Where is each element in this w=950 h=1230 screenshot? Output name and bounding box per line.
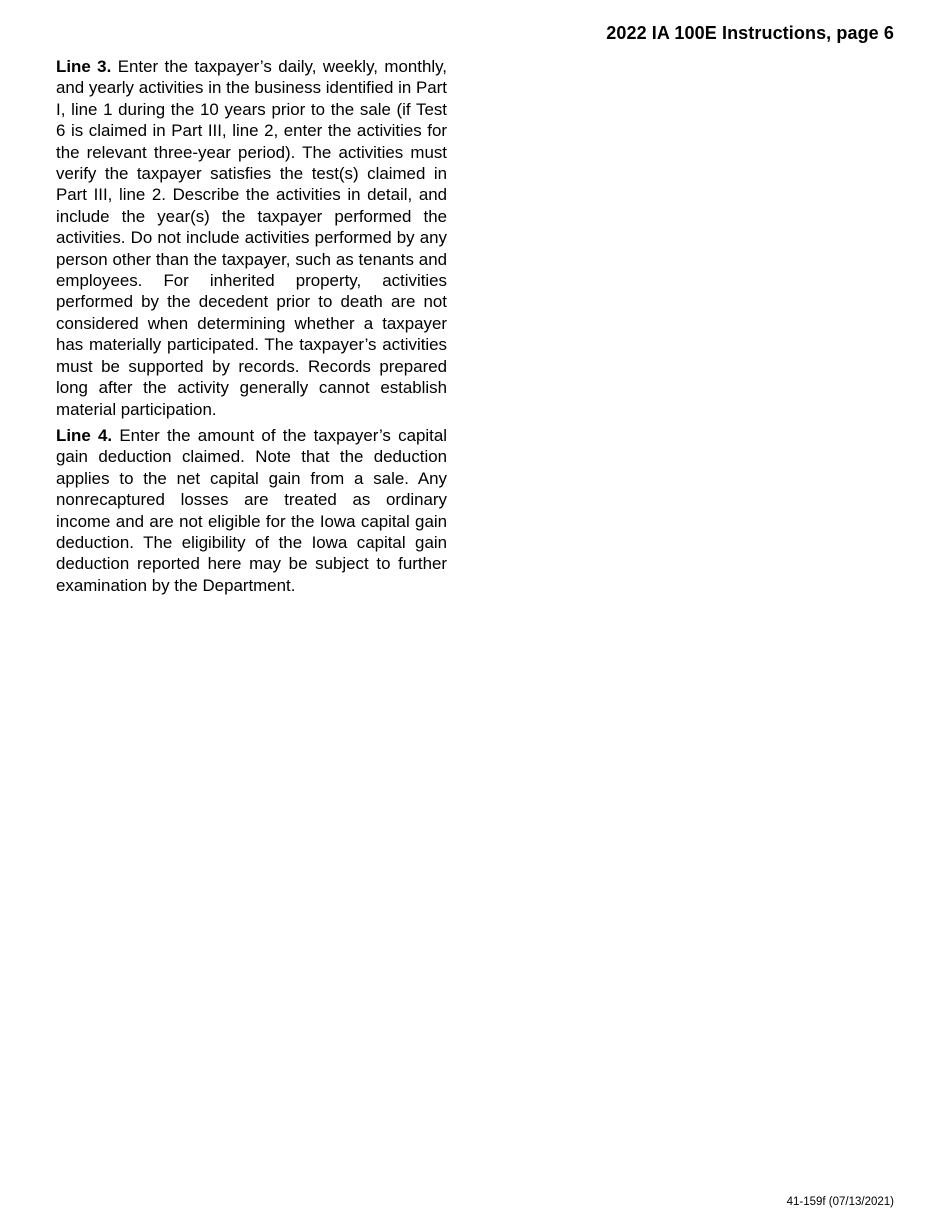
line-3-paragraph xyxy=(56,56,447,420)
line-3-label: Line 3. xyxy=(56,57,112,76)
line-4-paragraph xyxy=(56,425,447,596)
line-4-text: Enter the amount of the taxpayer’s capital gain deduction claimed. Note that the deduction applies to the net capital gain from a sale. Any nonrecaptured losses are treated as ordinary income and are not eligible for the Iowa capital gain deduction. The eligibility of the Iowa capital gain deduction reported here may be subject to further examination by the Department. xyxy=(56,425,447,595)
instructions-column xyxy=(56,56,447,596)
line-3-text: Enter the taxpayer’s daily, weekly, monthly, and yearly activities in the business identified in Part I, line 1 during the 10 years prior to the sale (if Test 6 is claimed in Part III, line 2, enter the activities for the relevant three-year period). The activities must verify the taxpayer satisfies the test(s) claimed in Part III, line 2. Describe the activities in detail, and include the year(s) the taxpayer performed the activities. Do not include activities performed by any person other than the taxpayer, such as tenants and employees. For inherited property, activities performed by the decedent prior to death are not considered when determining whether a taxpayer has materially participated. The taxpayer’s activities must be supported by records. Records prepared long after the activity generally cannot establish material participation. xyxy=(56,57,447,419)
form-number: 41-159f (07/13/2021) xyxy=(786,1196,894,1208)
page-header-title: 2022 IA 100E Instructions, page 6 xyxy=(606,23,894,43)
line-4-label: Line 4. xyxy=(56,425,113,445)
